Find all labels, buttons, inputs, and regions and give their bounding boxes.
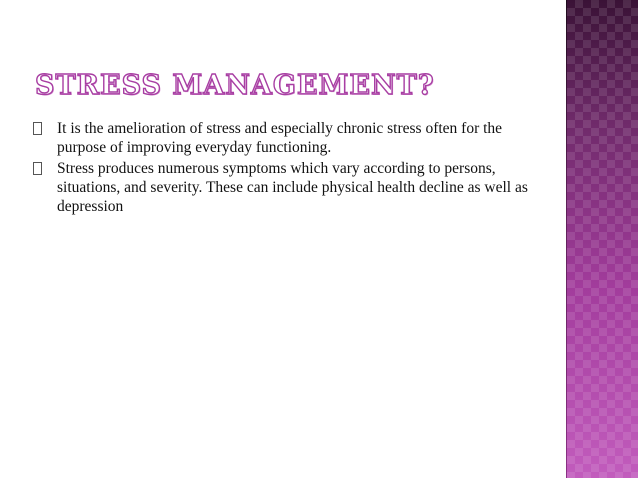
slide-title: STRESS MANAGEMENT? (35, 70, 435, 101)
bullet-list (33, 119, 533, 218)
bullet-box-icon (33, 162, 42, 175)
decorative-side-band (567, 0, 638, 478)
bullet-text: It is the amelioration of stress and especially chronic stress often for the purpose of improving everyday functioning. (57, 120, 503, 156)
bullet-box-icon (33, 122, 42, 135)
bullet-item (33, 119, 533, 157)
bullet-text: Stress produces numerous symptoms which vary according to persons, situations, and severity. These can include physical health decline as well as depression (57, 160, 528, 215)
bullet-item (33, 159, 533, 216)
